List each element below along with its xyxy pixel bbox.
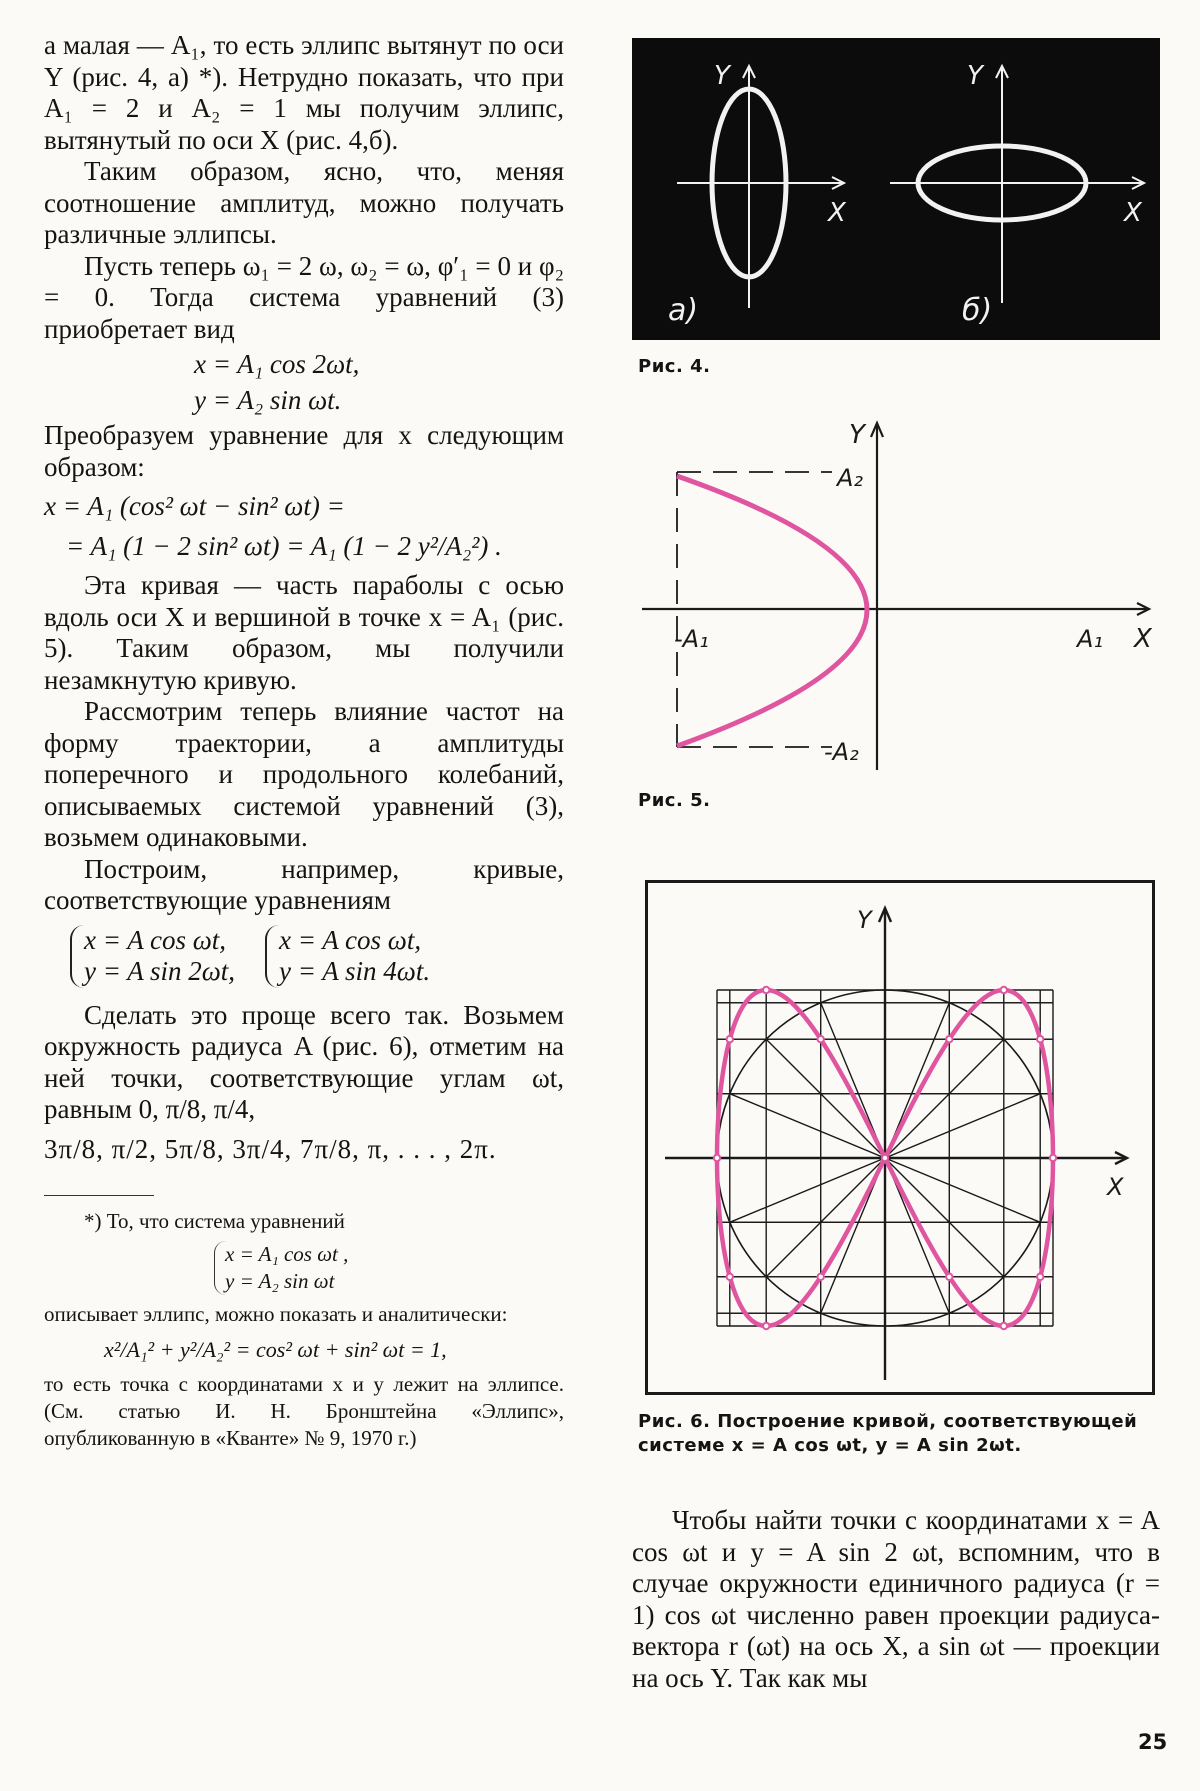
figure-6-curve-point	[1037, 1036, 1043, 1042]
paragraph-6: Рассмотрим теперь влияние частот на форму траектории, а амплитуды поперечного и продольного колебаний, описываемых системой уравнений (3), возьмем одинаковыми.	[44, 696, 564, 852]
system-1-line-2: y = A sin 2ωt,	[84, 956, 236, 986]
footnote	[44, 1208, 564, 1452]
paragraph-3: Пусть теперь ω₁ = 2 ω, ω₂ = ω, φ′₁ = 0 и φ₂ = 0. Тогда система уравнений (3) приобретает вид	[44, 250, 564, 344]
footnote-system	[214, 1241, 564, 1295]
figure-5-neg-a1-label: -A₁	[674, 625, 709, 653]
figure-5-neg-a2-label: -A₂	[824, 738, 859, 766]
right-column	[632, 1505, 1160, 1694]
figure-5-y-label: Y	[849, 420, 865, 450]
figure-6-curve-point	[763, 987, 769, 993]
figure-6-x-label: X	[1107, 1173, 1124, 1201]
figure-6-frame	[647, 882, 1154, 1394]
figure-4-caption: Рис. 4.	[638, 356, 711, 377]
angle-fractions: 3π/8, π/2, 5π/8, 3π/4, 7π/8, π, . . . , 2π.	[44, 1133, 497, 1164]
figure-4b-y-label: Y	[967, 61, 983, 91]
figure-4b-x-label: X	[1124, 198, 1142, 228]
paragraph-8: Сделать это проще всего так. Возьмем окружность радиуса A (рис. 6), отметим на ней точки, соответствующие углам ωt, равным 0, π/8, π/4,	[44, 999, 564, 1124]
equation-transform-2: = A₁ (1 − 2 sin² ωt) = A₁ (1 − 2 y²/A₂²) .	[66, 530, 502, 561]
figure-6-curve-point	[818, 1036, 824, 1042]
figure-6-caption: Рис. 6. Построение кривой, соответствующей системе x = A cos ωt, y = A sin 2ωt.	[638, 1411, 1138, 1456]
footnote-intro: *) То, что система уравнений	[84, 1209, 345, 1233]
left-column	[44, 30, 564, 1452]
equation-transform-1: x = A₁ (cos² ωt − sin² ωt) =	[44, 491, 345, 521]
footnote-divider	[44, 1195, 154, 1196]
figure-6-curve-point	[727, 1274, 733, 1280]
figure-6-curve-point	[946, 1274, 952, 1280]
paragraph-5: Эта кривая — часть параболы с осью вдоль оси X и вершиной в точке x = A₁ (рис. 5). Таким образом, мы получили незамкнутую кривую.	[44, 570, 564, 695]
figure-6-curve-point	[727, 1036, 733, 1042]
figure-5-parabola	[677, 476, 867, 746]
right-paragraph-1: Чтобы найти точки с координатами x = A cos ωt и y = A sin 2 ωt, вспомним, что в случае окружности единичного радиуса (r = 1) cos ωt численно равен проекции радиуса-вектора r (ωt) на ось X, а sin ωt — проекции на ось Y. Так как мы	[632, 1505, 1160, 1693]
equation-x: x = A₁ cos 2ωt,	[194, 349, 360, 379]
figure-4	[632, 38, 1160, 340]
system-1	[70, 925, 235, 988]
figure-6	[645, 880, 1155, 1395]
figure-4a-y-label: Y	[714, 61, 730, 91]
figure-6-y-label: Y	[857, 906, 872, 934]
figure-6-curve-point	[946, 1036, 952, 1042]
footnote-system-line-1: x = A₁ cos ωt ,	[225, 1242, 349, 1266]
equation-y: y = A₂ sin ωt.	[194, 384, 342, 415]
system-2	[265, 925, 430, 988]
page-number: 25	[1138, 1730, 1168, 1754]
footnote-system-line-2: y = A₂ sin ωt	[225, 1269, 335, 1293]
paragraph-2: Таким образом, ясно, что, меняя соотношение амплитуд, можно получать различные эллипсы.	[44, 156, 564, 249]
figure-5-a2-label: A₂	[837, 464, 864, 492]
figure-6-curve-point	[882, 1155, 888, 1161]
footnote-middle: описывает эллипс, можно показать и аналитически:	[44, 1302, 508, 1326]
figure-6-curve-point	[1050, 1155, 1056, 1161]
figure-6-curve-point	[1001, 1323, 1007, 1329]
paragraph-7: Построим, например, кривые, соответствующие уравнениям	[44, 853, 564, 915]
footnote-formula: x²/A₁² + y²/A₂² = cos² ωt + sin² ωt = 1,	[104, 1337, 447, 1362]
figure-6-curve-point	[1001, 987, 1007, 993]
figure-6-curve-point	[714, 1155, 720, 1161]
paragraph-1: а малая — A₁, то есть эллипс вытянут по оси Y (рис. 4, а) *). Нетрудно показать, что при A₁ = 2 и A₂ = 1 мы получим эллипс, вытянутый по оси X (рис. 4,б).	[44, 30, 564, 155]
footnote-end: то есть точка с координатами x и y лежит на эллипсе. (См. статью И. Н. Бронштейна «Эллипс», опубликованную в «Кванте» № 9, 1970 г.)	[44, 1372, 564, 1450]
figure-6-curve-point	[763, 1323, 769, 1329]
figure-5-a1-label: A₁	[1077, 625, 1104, 653]
figure-5-x-label: X	[1134, 624, 1152, 654]
system-1-line-1: x = A cos ωt,	[84, 924, 227, 955]
equation-systems	[70, 925, 564, 988]
system-2-line-1: x = A cos ωt,	[279, 924, 422, 955]
figure-5-caption: Рис. 5.	[638, 790, 711, 811]
figure-4a-sublabel: а)	[668, 293, 699, 328]
figure-6-curve-point	[818, 1274, 824, 1280]
figure-6-curve-point	[1037, 1274, 1043, 1280]
figure-5	[632, 415, 1160, 780]
paragraph-4: Преобразуем уравнение для x следующим образом:	[44, 420, 564, 482]
figure-4a-x-label: X	[828, 198, 846, 228]
system-2-line-2: y = A sin 4ωt.	[279, 956, 431, 986]
figure-4b-sublabel: б)	[962, 293, 993, 328]
